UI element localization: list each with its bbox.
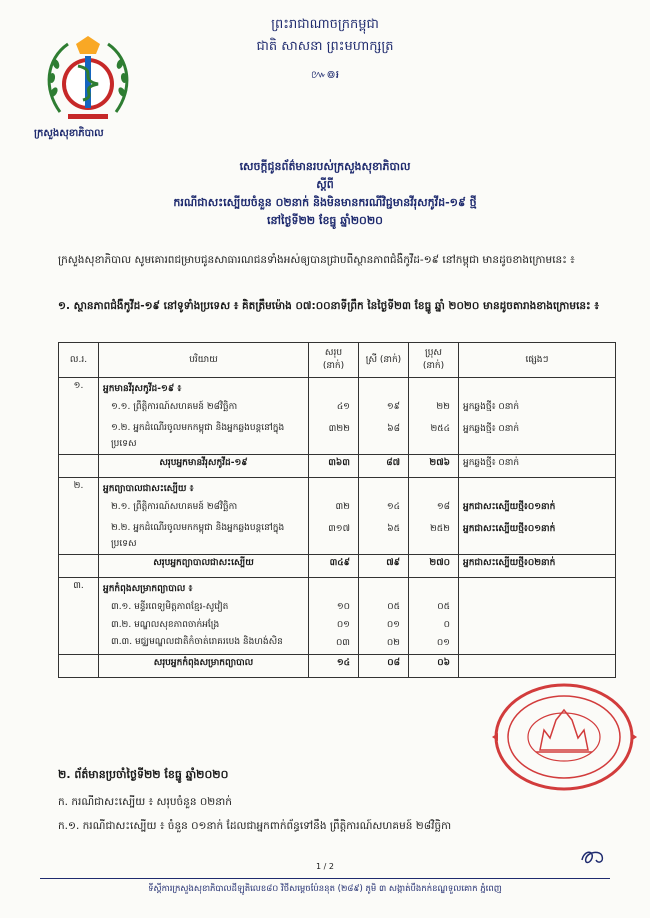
row-number: ១. — [59, 378, 99, 455]
sum-female: ៧៩ — [359, 555, 409, 578]
item-label: ២.២. អ្នកដំណើរចូលមកកម្ពុជា និងអ្នកឆ្លងបន្តនៅក្នុងប្រទេស — [111, 523, 285, 549]
item-label: ១.១. ព្រឹត្តិការណ៍សហគមន៍ ២៨វិច្ឆិកា — [111, 402, 238, 412]
item-note: អ្នកឆ្លងថ្មី៖ ០នាក់ — [463, 402, 520, 412]
item-total: ៣១៧ — [328, 524, 350, 534]
doc-date: នៅថ្ងៃទី២២ ខែធ្នូ ឆ្នាំ២០២០ — [267, 214, 383, 227]
ministry-name: ក្រសួងសុខាភិបាល — [34, 128, 104, 139]
item-note: អ្នកជាសះស្បើយថ្មី៖០១នាក់ — [463, 502, 556, 512]
group-title: អ្នកព្យាបាលជាសះស្បើយ ៖ — [103, 484, 194, 494]
item-total: ៣២ — [335, 502, 350, 512]
table-row — [59, 578, 616, 655]
item-female: ០៥ — [387, 602, 400, 612]
sum-note: អ្នកឆ្លងថ្មី៖ ០នាក់ — [459, 455, 616, 478]
item-male: ១៨ — [436, 502, 450, 512]
ministry-logo-icon — [38, 34, 138, 124]
sum-total: ៣៦៣ — [309, 455, 359, 478]
sum-female: ០៨ — [359, 655, 409, 678]
group-title: អ្នកកំពុងសម្រាកព្យាបាល ៖ — [103, 584, 193, 594]
col-header-no: ល.រ. — [59, 343, 99, 378]
item-male: ២៥២ — [430, 524, 450, 534]
col-header-other: ផ្សេងៗ — [459, 343, 616, 378]
group-title: អ្នកមានវីរុសកូវីដ-១៩ ៖ — [103, 384, 182, 394]
doc-title: សេចក្តីជូនព័ត៌មានរបស់ក្រសួងសុខាភិបាល — [239, 160, 411, 173]
item-total: ០៣ — [335, 638, 350, 648]
table-row — [59, 555, 616, 578]
doc-subject: ករណីជាសះស្បើយចំនួន ០២នាក់ និងមិនមានករណីវិជ្ជមានវីរុសកូវីដ-១៩ ថ្មី — [173, 196, 477, 209]
row-number: ៣. — [59, 578, 99, 655]
item-male: ២២ — [436, 402, 450, 412]
kingdom-title: ព្រះរាជាណាចក្រកម្ពុជា — [271, 17, 379, 32]
sum-note — [459, 655, 616, 678]
table-row — [59, 455, 616, 478]
item-total: ៣២២ — [328, 424, 350, 434]
item-female: ៦៥ — [387, 524, 400, 534]
item-total: ០១ — [336, 620, 350, 630]
nation-motto: ជាតិ សាសនា ព្រះមហាក្សត្រ — [256, 39, 394, 54]
sum-female: ៨៧ — [359, 455, 409, 478]
sum-note: អ្នកជាសះស្បើយថ្មី៖០២នាក់ — [459, 555, 616, 578]
col-header-total: សរុប (នាក់) — [309, 343, 359, 378]
item-total: ៤១ — [336, 402, 350, 412]
table-row — [59, 478, 616, 555]
sum-total: ១៤ — [309, 655, 359, 678]
item-note: អ្នកជាសះស្បើយថ្មី៖០១នាក់ — [463, 524, 556, 534]
section-1-heading: ១. ស្ថានភាពជំងឺកូវីដ-១៩ នៅទូទាំងប្រទេស ៖ គិតត្រឹមម៉ោង ០៧:០០នាទីព្រឹក នៃថ្ងៃទី២៣ ខែធ្នូ ឆ្នាំ ២០២០ មានដូចតារាងខាងក្រោមនេះ ៖ — [58, 300, 599, 312]
item-male: ២៥៤ — [430, 424, 450, 434]
official-stamp-icon — [492, 680, 637, 795]
sum-label: សរុបអ្នកព្យាបាលជាសះស្បើយ — [99, 555, 309, 578]
item-male: ០៥ — [437, 602, 450, 612]
section-2-item-a1: ក.១. ករណីជាសះស្បើយ ៖ ចំនួន ០១នាក់ ដែលជាអ្នកពាក់ព័ន្ធទៅនឹង ព្រឹត្តិការណ៍សហគមន៍ ២៨វិច្ឆិកា — [58, 820, 452, 832]
page-number: 1 / 2 — [316, 862, 334, 871]
footer-divider — [40, 878, 610, 879]
item-label: ១.២. អ្នកដំណើរចូលមកកម្ពុជា និងអ្នកឆ្លងបន្តនៅក្នុងប្រទេស — [111, 423, 285, 449]
col-header-description: បរិយាយ — [99, 343, 309, 378]
sum-total: ៣៤៩ — [309, 555, 359, 578]
section-2-item-a: ក. ករណីជាសះស្បើយ ៖ សរុបចំនួន ០២នាក់ — [58, 796, 232, 808]
sum-label: សរុបអ្នកមានវីរុសកូវីដ-១៩ — [99, 455, 309, 478]
sum-male: ០៦ — [409, 655, 459, 678]
item-label: ៣.២. មណ្ឌលសុខភាពចាក់អង្រែ — [111, 620, 220, 630]
section-2-heading: ២. ព័ត៌មានប្រចាំថ្ងៃទី២២ ខែធ្នូ ឆ្នាំ២០២០ — [58, 768, 229, 781]
item-note: អ្នកឆ្លងថ្មី៖ ០នាក់ — [463, 424, 520, 434]
item-female: ០១ — [386, 620, 400, 630]
header-ornament: ៚៙៛ — [310, 68, 340, 81]
item-female: ៦៨ — [387, 424, 400, 434]
item-label: ២.១. ព្រឹត្តិការណ៍សហគមន៍ ២៨វិច្ឆិកា — [111, 502, 238, 512]
footer-address: ទីស្តីការក្រសួងសុខាភិបាលដីឡូតិលេខ៨០ វិថីសម្តេចប៉ែននុត (២៨៩) ភូមិ ៣ សង្កាត់បឹងកក់ខណ្ឌទួលគោក ភ្នំពេញ — [148, 884, 502, 894]
sum-male: ២៧៦ — [409, 455, 459, 478]
covid-status-table — [58, 342, 616, 678]
item-female: ០២ — [386, 638, 400, 648]
row-number: ២. — [59, 478, 99, 555]
sum-label: សរុបអ្នកកំពុងសម្រាកព្យាបាល — [99, 655, 309, 678]
item-label: ៣.៣. មជ្ឈមណ្ឌលជាតិកំចាត់រោគរបេង និងហង់សិន — [111, 637, 283, 647]
doc-subject-label: ស្តីពី — [316, 178, 334, 191]
sum-male: ២៧០ — [409, 555, 459, 578]
item-male: ០១ — [436, 638, 450, 648]
table-row — [59, 655, 616, 678]
table-row — [59, 378, 616, 455]
item-male: ០ — [443, 620, 450, 630]
item-female: ១៤ — [386, 502, 400, 512]
item-label: ៣.១. មន្ទីរពេទ្យមិត្តភាពខ្មែរ-សូវៀត — [111, 602, 229, 612]
item-total: ១០ — [336, 602, 350, 612]
item-female: ១៩ — [386, 402, 400, 412]
col-header-male: ប្រុស (នាក់) — [409, 343, 459, 378]
intro-paragraph: ក្រសួងសុខាភិបាល សូមគោរពជម្រាបជូនសាធារណជនទាំងអស់ឲ្យបានជ្រាបពីស្ថានភាពជំងឺកូវីដ-១៩ នៅកម្ពុជា មានដូចខាងក្រោមនេះ ៖ — [58, 254, 575, 266]
col-header-female: ស្រី (នាក់) — [359, 343, 409, 378]
